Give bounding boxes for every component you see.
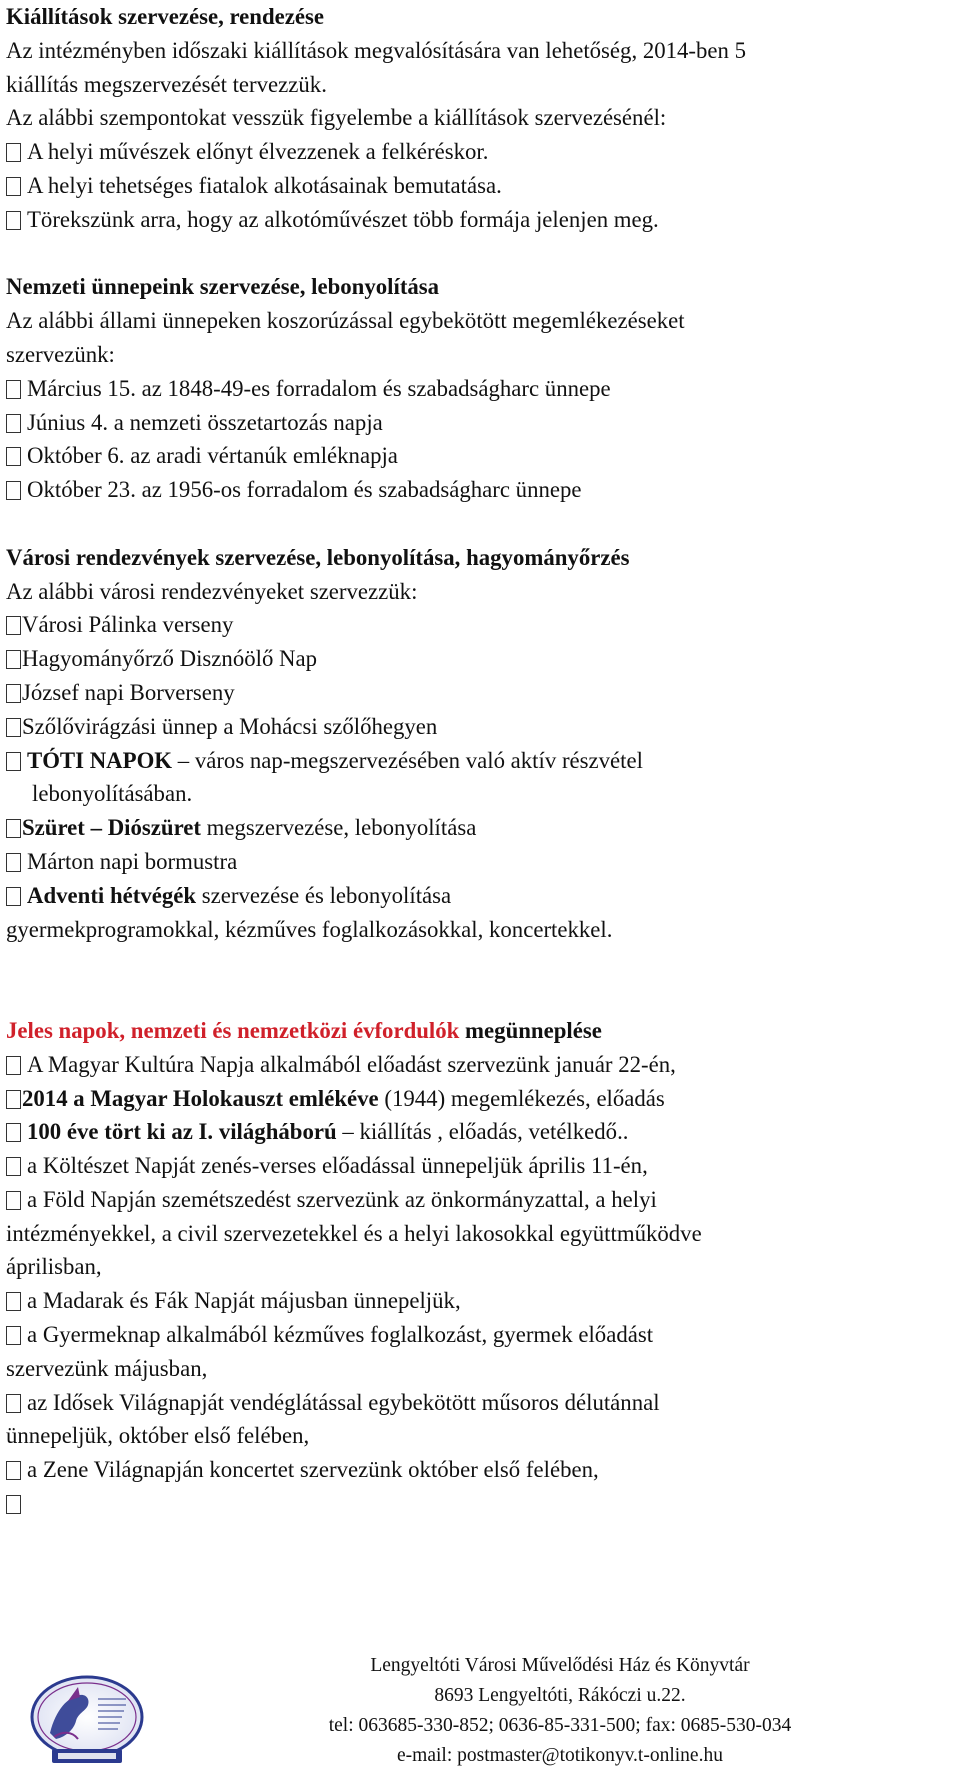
city-heading: Városi rendezvények szervezése, lebonyolítása, hagyományőrzés xyxy=(6,544,630,570)
national-text-1: Az alábbi állami ünnepeken koszorúzással egybekötött megemlékezéseket xyxy=(6,308,685,334)
list-item: Szőlővirágzási ünnep a Mohácsi szőlőhegyen xyxy=(6,710,956,744)
checkbox-icon xyxy=(6,143,21,162)
national-text-2: szervezünk: xyxy=(6,341,115,367)
checkbox-icon xyxy=(6,1461,21,1480)
exhibitions-heading: Kiállítások szervezése, rendezése xyxy=(6,4,324,29)
checkbox-icon xyxy=(6,718,21,737)
national-heading: Nemzeti ünnepeink szervezése, lebonyolítása xyxy=(6,274,440,300)
document-page xyxy=(6,0,956,1521)
checkbox-icon xyxy=(6,616,21,635)
list-item: Adventi hétvégék szervezése és lebonyolítása xyxy=(6,879,956,913)
list-item: Városi Pálinka verseny xyxy=(6,608,956,642)
checkbox-icon xyxy=(6,650,21,669)
anniversaries-heading: Jeles napok, nemzeti és nemzetközi évfordulók megünneplése xyxy=(6,1017,602,1043)
checkbox-icon xyxy=(6,1157,21,1176)
institution-logo-icon xyxy=(28,1675,146,1767)
checkbox-icon xyxy=(6,447,21,466)
list-item-continuation: intézményekkel, a civil szervezetekkel és a helyi lakosokkal együttműködve xyxy=(6,1220,702,1246)
list-item: Márton napi bormustra xyxy=(6,845,956,879)
list-item: 2014 a Magyar Holokauszt emlékéve (1944) megemlékezés, előadás xyxy=(6,1082,956,1116)
list-item: a Költészet Napját zenés-verses előadással ünnepeljük április 11-én, xyxy=(6,1149,956,1183)
list-item: A helyi művészek előnyt élvezzenek a felkéréskor. xyxy=(6,135,956,169)
checkbox-icon xyxy=(6,819,21,838)
checkbox-icon xyxy=(6,684,21,703)
list-item: Március 15. az 1848-49-es forradalom és szabadságharc ünnepe xyxy=(6,372,956,406)
checkbox-icon xyxy=(6,1326,21,1345)
list-item-continuation: lebonyolításában. xyxy=(32,781,193,807)
list-item: Törekszünk arra, hogy az alkotóművészet több formája jelenjen meg. xyxy=(6,203,956,237)
footer-phone: tel: 063685-330-852; 0636-85-331-500; fax: 0685-530-034 xyxy=(328,1715,792,1736)
list-item: Június 4. a nemzeti összetartozás napja xyxy=(6,406,956,440)
list-item: Október 6. az aradi vértanúk emléknapja xyxy=(6,439,956,473)
exhibitions-text-3: Az alábbi szempontokat vesszük figyelembe a kiállítások szervezésénél: xyxy=(6,105,667,131)
checkbox-icon xyxy=(6,887,21,906)
footer-contact xyxy=(230,1651,890,1771)
list-item: A helyi tehetséges fiatalok alkotásainak bemutatása. xyxy=(6,169,956,203)
list-item: 100 éve tört ki az I. világháború – kiállítás , előadás, vetélkedő.. xyxy=(6,1115,956,1149)
list-item: a Föld Napján szemétszedést szervezünk az önkormányzattal, a helyi xyxy=(6,1183,956,1217)
exhibitions-text-1: Az intézményben időszaki kiállítások megvalósítására van lehetőség, 2014-ben 5 xyxy=(6,37,747,63)
list-item-continuation: ünnepeljük, október első felében, xyxy=(6,1423,310,1449)
checkbox-icon xyxy=(6,177,21,196)
list-item: Október 23. az 1956-os forradalom és szabadságharc ünnepe xyxy=(6,473,956,507)
list-item: Szüret – Diószüret megszervezése, lebonyolítása xyxy=(6,811,956,845)
checkbox-icon xyxy=(6,1394,21,1413)
checkbox-icon xyxy=(6,1191,21,1210)
checkbox-icon xyxy=(6,1123,21,1142)
checkbox-icon xyxy=(6,414,21,433)
list-item-continuation: szervezünk májusban, xyxy=(6,1355,208,1381)
list-item-continuation: gyermekprogramokkal, kézműves foglalkozásokkal, koncertekkel. xyxy=(6,916,613,942)
checkbox-icon xyxy=(6,211,21,230)
city-intro: Az alábbi városi rendezvényeket szervezzük: xyxy=(6,578,418,604)
list-item: Hagyományőrző Disznóölő Nap xyxy=(6,642,956,676)
list-item-empty xyxy=(6,1487,956,1521)
footer-address: 8693 Lengyeltóti, Rákóczi u.22. xyxy=(434,1685,686,1706)
checkbox-icon xyxy=(6,853,21,872)
checkbox-icon xyxy=(6,1495,21,1514)
footer-email: e-mail: postmaster@totikonyv.t-online.hu xyxy=(397,1745,723,1766)
checkbox-icon xyxy=(6,1090,21,1109)
checkbox-icon xyxy=(6,1056,21,1075)
checkbox-icon xyxy=(6,481,21,500)
list-item: a Gyermeknap alkalmából kézműves foglalkozást, gyermek előadást xyxy=(6,1318,956,1352)
checkbox-icon xyxy=(6,1292,21,1311)
footer-institution-name: Lengyeltóti Városi Művelődési Ház és Könyvtár xyxy=(370,1655,750,1676)
list-item: József napi Borverseny xyxy=(6,676,956,710)
list-item: a Madarak és Fák Napját májusban ünnepeljük, xyxy=(6,1284,956,1318)
page-footer xyxy=(0,1637,960,1769)
checkbox-icon xyxy=(6,380,21,399)
list-item: a Zene Világnapján koncertet szervezünk október első felében, xyxy=(6,1453,956,1487)
exhibitions-text-2: kiállítás megszervezését tervezzük. xyxy=(6,71,327,97)
list-item: az Idősek Világnapját vendéglátással egybekötött műsoros délutánnal xyxy=(6,1386,956,1420)
list-item-continuation: áprilisban, xyxy=(6,1254,102,1280)
list-item: A Magyar Kultúra Napja alkalmából előadást szervezünk január 22-én, xyxy=(6,1048,956,1082)
list-item: TÓTI NAPOK – város nap-megszervezésében való aktív részvétel xyxy=(6,744,956,778)
checkbox-icon xyxy=(6,752,21,771)
